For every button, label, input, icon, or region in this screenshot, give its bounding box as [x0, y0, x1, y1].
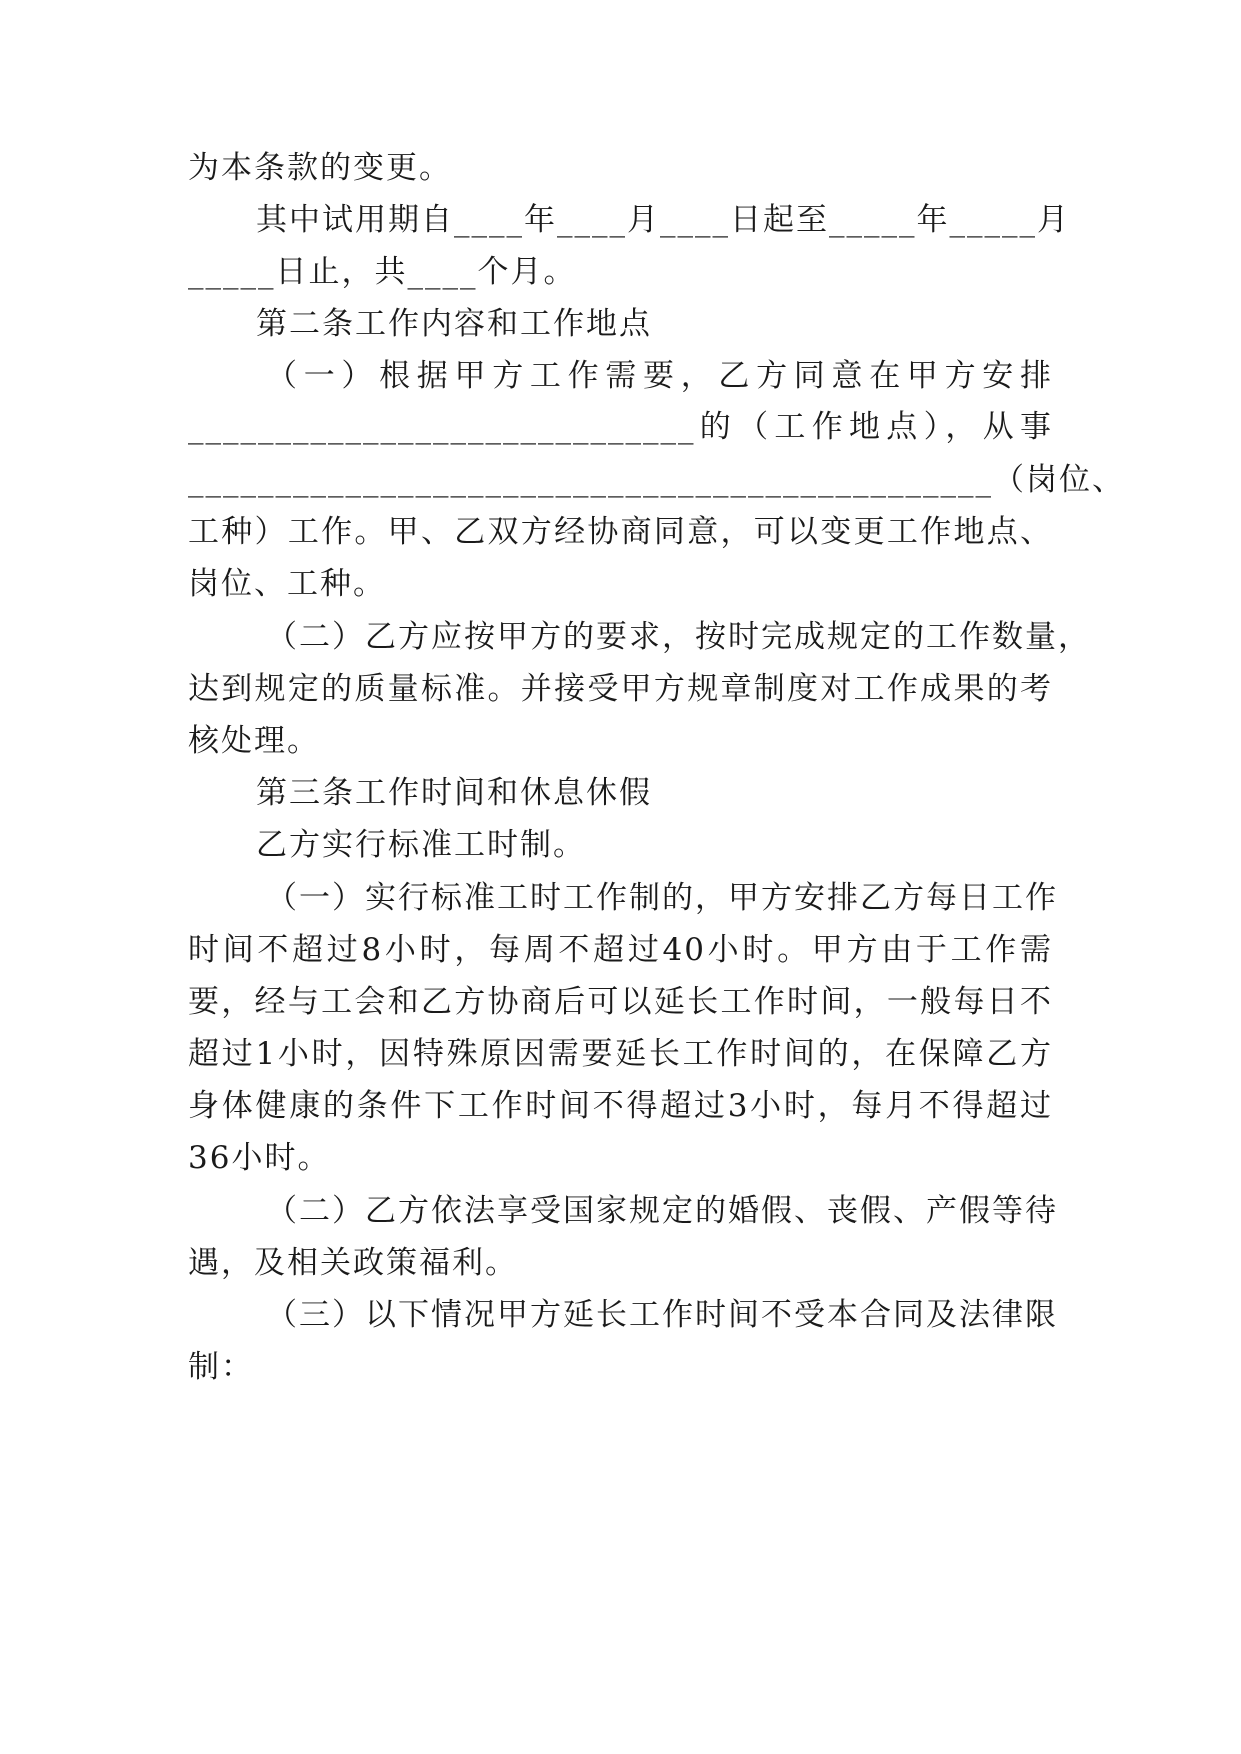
text-line: 36小时。: [188, 1140, 331, 1176]
text-line: 达到规定的质量标准。并接受甲方规章制度对工作成果的考: [188, 671, 1053, 707]
text-line: 制：: [188, 1349, 254, 1385]
text-line: （二）乙方应按甲方的要求，按时完成规定的工作数量，: [266, 619, 1091, 655]
text-line: （三）以下情况甲方延长工作时间不受本合同及法律限: [266, 1297, 1058, 1333]
text-line: _____日止，共____个月。: [188, 254, 577, 290]
text-line: 要，经与工会和乙方协商后可以延长工作时间，一般每日不: [188, 984, 1053, 1020]
text-line: 工种）工作。甲、乙双方经协商同意，可以变更工作地点、: [188, 514, 1053, 550]
text-line: 遇，及相关政策福利。: [188, 1245, 518, 1281]
text-line: 其中试用期自____年____月____日起至_____年_____月: [256, 202, 1070, 238]
text-line: ______________________________________________（岗位、: [188, 462, 1125, 498]
text-line: 时间不超过8小时，每周不超过40小时。甲方由于工作需: [188, 932, 1053, 968]
section-heading: 第三条工作时间和休息休假: [256, 775, 652, 811]
section-heading: 第二条工作内容和工作地点: [256, 306, 652, 342]
text-line: （一）根据甲方工作需要，乙方同意在甲方安排: [266, 358, 1053, 394]
text-line: 身体健康的条件下工作时间不得超过3小时，每月不得超过: [188, 1088, 1053, 1124]
text-line: 为本条款的变更。: [188, 150, 452, 186]
text-line: （一）实行标准工时工作制的，甲方安排乙方每日工作: [266, 880, 1058, 916]
text-line: 乙方实行标准工时制。: [256, 827, 586, 863]
text-line: 超过1小时，因特殊原因需要延长工作时间的，在保障乙方: [188, 1036, 1053, 1072]
text-line: _____________________________的（工作地点），从事: [188, 409, 1053, 445]
text-line: 核处理。: [188, 723, 320, 759]
text-line: （二）乙方依法享受国家规定的婚假、丧假、产假等待: [266, 1193, 1058, 1229]
text-line: 岗位、工种。: [188, 566, 386, 602]
